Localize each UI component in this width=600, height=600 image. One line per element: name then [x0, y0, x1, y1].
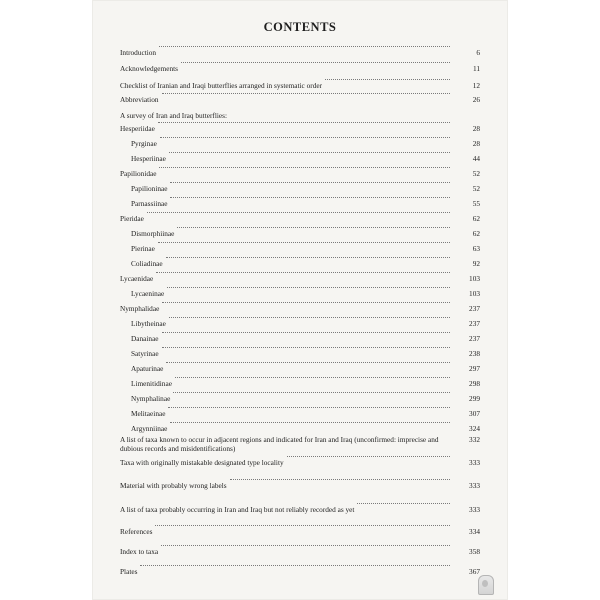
toc-entry-label: Pierinae	[131, 244, 155, 253]
toc-entry-label: Abbreviation	[120, 95, 159, 104]
toc-entry-label: Lycaeninae	[131, 289, 165, 298]
toc-entry-label: Introduction	[120, 48, 157, 57]
toc-entry-label: Lycaenidae	[120, 274, 154, 283]
toc-entry-label: Papilioninae	[131, 184, 168, 193]
toc-entry-label: Index to taxa	[120, 547, 159, 556]
toc-entry-page: 333	[469, 458, 480, 467]
toc-entry-label: A list of taxa known to occur in adjacent regions and indicated for Iran and Iraq (unconfirmed: imprecise and dubious records and misidentifications)	[120, 435, 439, 453]
toc-entry-page: 92	[472, 259, 480, 268]
toc-entry-page: 103	[469, 274, 480, 283]
toc-entry-label: References	[120, 527, 153, 536]
toc-entry-label: Danainae	[131, 334, 159, 343]
toc-entry-label: Hesperiidae	[120, 124, 155, 133]
toc-entry-label: Pieridae	[120, 214, 144, 223]
toc-entry-label: Plates	[120, 567, 138, 576]
toc-entry-label: Nymphalinae	[131, 394, 171, 403]
toc-entry-page: 62	[472, 229, 480, 238]
header-fragment	[260, 0, 350, 3]
toc-entry-page: 324	[469, 424, 480, 433]
toc-entry-page: 63	[472, 244, 480, 253]
book-page	[92, 0, 508, 600]
toc-entry-page: 28	[472, 139, 480, 148]
toc-entry-page: 55	[472, 199, 480, 208]
toc-entry-label: Melitaeinae	[131, 409, 166, 418]
toc-entry-page: 237	[469, 304, 480, 313]
toc-entry-label: Libytheinae	[131, 319, 166, 328]
toc-entry-page: 44	[472, 154, 480, 163]
toc-entry-label: Pyrginae	[131, 139, 157, 148]
toc-entry-page: 307	[469, 409, 480, 418]
toc-entry-label: A list of taxa probably occurring in Iran and Iraq but not reliably recorded as yet	[120, 505, 355, 514]
toc-entry-label: A survey of Iran and Iraq butterflies:	[120, 111, 227, 120]
toc-entry-label: Papilionidae	[120, 169, 157, 178]
toc-entry-label: Nymphalidae	[120, 304, 160, 313]
toc-entry-label: Argynniinae	[131, 424, 168, 433]
toc-entry-label: Coliadinae	[131, 259, 163, 268]
toc-entry-page: 298	[469, 379, 480, 388]
toc-entry-page: 62	[472, 214, 480, 223]
toc-entry-page: 238	[469, 349, 480, 358]
toc-entry-label: Apaturinae	[131, 364, 164, 373]
toc-entry-page: 28	[472, 124, 480, 133]
toc-entry-page: 333	[469, 481, 480, 490]
toc-entry-label: Parnassiinae	[131, 199, 168, 208]
toc-entry-page: 103	[469, 289, 480, 298]
toc-entry-label: Acknowledgements	[120, 64, 178, 73]
toc-entry-label: Dismorphiinae	[131, 229, 175, 238]
toc-entry-page: 6	[476, 48, 480, 57]
page-title: CONTENTS	[263, 20, 337, 34]
toc-entry-page: 297	[469, 364, 480, 373]
toc-entry-page: 299	[469, 394, 480, 403]
toc-entry-page: 334	[469, 527, 480, 536]
toc-entry-page: 358	[469, 547, 480, 556]
toc-entry-page: 237	[469, 319, 480, 328]
toc-entry-page: 52	[472, 169, 480, 178]
toc-entry-label: Material with probably wrong labels	[120, 481, 227, 490]
toc-entry-label: Hesperiinae	[131, 154, 166, 163]
toc-entry-label: Taxa with originally mistakable designated type locality	[120, 458, 284, 467]
toc-entry-page: 367	[469, 567, 480, 576]
toc-entry-page: 333	[469, 505, 480, 514]
toc-entry-page: 52	[472, 184, 480, 193]
watermark-stamp-icon	[478, 575, 494, 595]
toc-entry-page: 332	[469, 435, 480, 444]
toc-entry-page: 237	[469, 334, 480, 343]
toc-entry-page: 11	[472, 64, 480, 73]
toc-entry-label: Satyrinae	[131, 349, 159, 358]
toc-entry-page: 12	[472, 81, 480, 90]
toc-entry-page: 26	[472, 95, 480, 104]
toc-entry-label: Checklist of Iranian and Iraqi butterflies arranged in systematic order	[120, 81, 323, 90]
toc-entry-label: Limenitidinae	[131, 379, 172, 388]
